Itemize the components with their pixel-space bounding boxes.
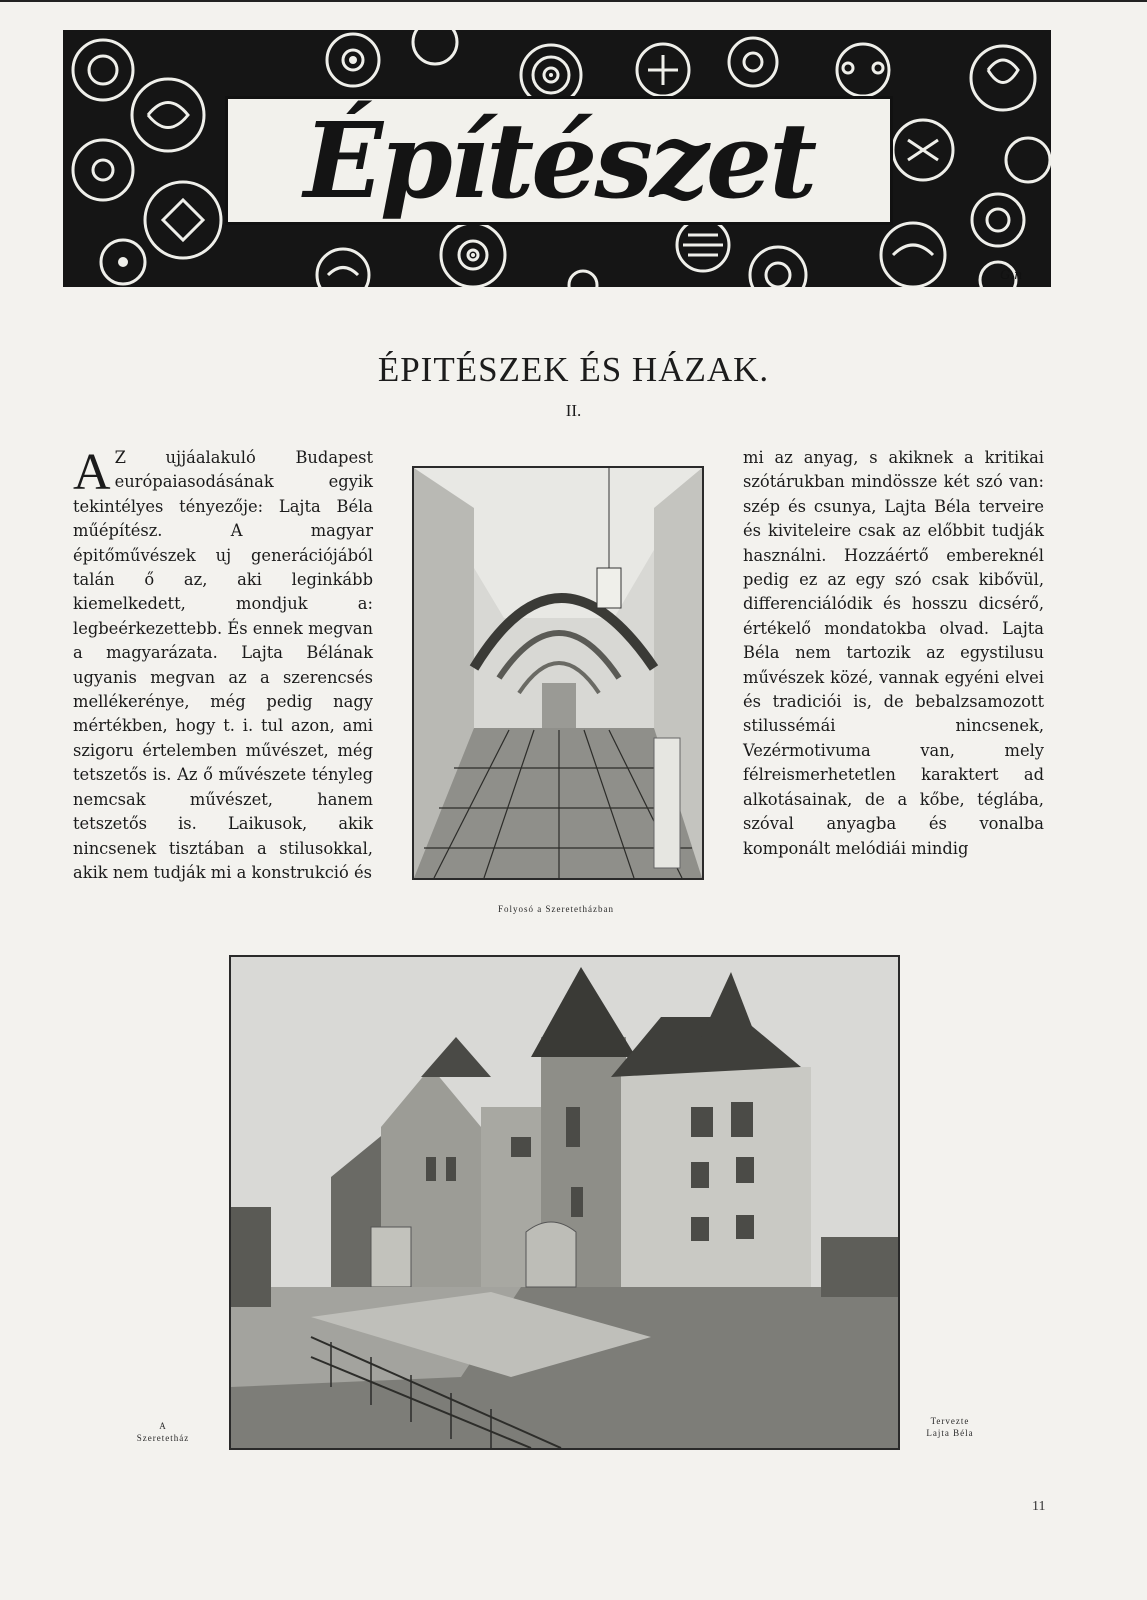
building-caption-left	[118, 1420, 208, 1444]
szeretethaz-illustration	[231, 957, 898, 1448]
building-caption-right	[900, 1415, 1000, 1439]
building-caption-article: A	[159, 1421, 167, 1431]
designer-caption-label: Tervezte	[930, 1416, 970, 1426]
corridor-caption: Folyosó a Szeretetházban	[498, 904, 614, 914]
drop-cap: A	[73, 444, 111, 501]
banner-title-plate	[225, 96, 1023, 283]
corridor-photo	[412, 466, 704, 880]
text-column-right	[743, 446, 1044, 861]
page-top-rule	[0, 0, 1147, 2]
corridor-illustration	[414, 468, 702, 878]
article-headline: ÉPITÉSZEK ÉS HÁZAK.	[377, 350, 770, 389]
artist-signature: G.n	[1000, 268, 1023, 283]
page-number: 11	[1032, 1499, 1046, 1514]
building-caption-name: Szeretetház	[136, 1433, 190, 1443]
banner-title: Építészet	[303, 99, 815, 222]
building-photo	[229, 955, 900, 1450]
right-column-text: mi az anyag, s akiknek a kritikai szótárukban mindössze két szó van: szép és csunya, Lajta Béla terveire és kiviteleire csak az előbbit tudják használni. Hozzáértő embereknél pedig ez az egy szó csak kibővül, differenciálódik és hosszu dicsérő, értékelő mondatokba olvad. Lajta Béla nem tartozik az egystilusu művészek közé, vannak egyéni elvei és tradiciói is, de bebalzsamozott stilussémái nincsenek, Vezérmotivuma van, mely félreismerhetetlen karaktert ad alkotásainak, de a kőbe, téglába, szóval anyagba és vonalba komponált melódiái mindig	[743, 448, 1044, 858]
header-banner	[63, 30, 1051, 287]
text-column-left	[73, 446, 373, 885]
designer-caption-name: Lajta Béla	[926, 1428, 974, 1438]
article-part-number: II.	[565, 401, 582, 420]
left-column-text: Z ujjáalakuló Budapest európaiasodásának egyik tekintélyes tényezője: Lajta Béla műépítész. A magyar épitőművészek uj generációjából talán ő az, aki leginkább kiemelkedett, mondjuk a: legbeérkezettebb. És ennek megvan a magyarázata. Lajta Bélának ugyanis megvan az a szerencsés mellékerénye, még pedig nagy mértékben, hogy t. i. tul azon, ami szigoru értelemben művészet, még tetszetős is. Az ő művészete tényleg nemcsak művészet, hanem tetszetős is. Laikusok, akik nincsenek tisztában a stilusokkal, akik nem tudják mi a konstrukció és	[73, 448, 373, 882]
